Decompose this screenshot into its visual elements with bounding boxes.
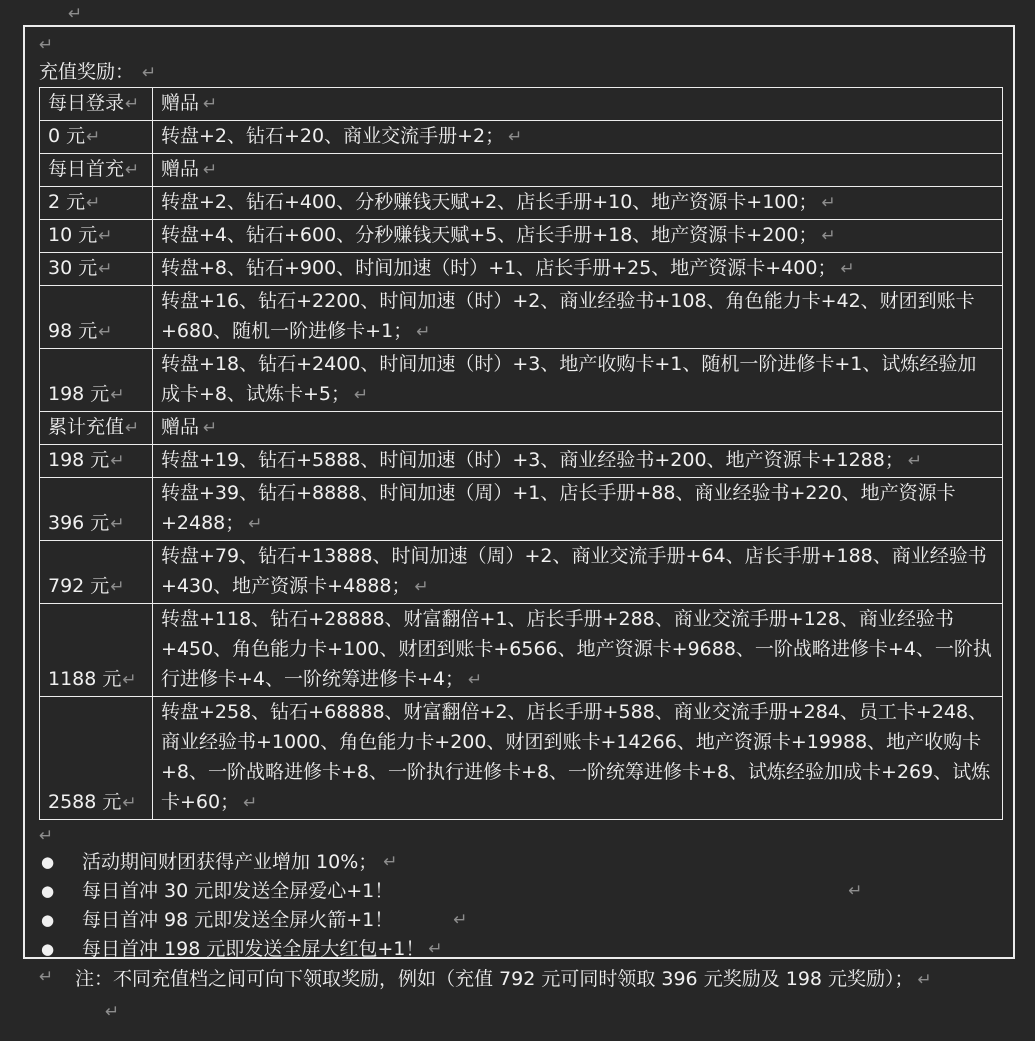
table-row-header (40, 412, 1003, 445)
paragraph-mark-icon: ↵ (122, 670, 137, 690)
tier-label: 每日首充 (48, 158, 125, 180)
note-text: 注：不同充值档之间可向下领取奖励，例如（充值 792 元可同时领取 396 元奖励及 198 元奖励）； (75, 968, 914, 990)
table-row (40, 220, 1003, 253)
tier-label-cell (40, 187, 153, 220)
tier-label: 30 元 (48, 257, 98, 279)
reward-text: 转盘+118、钻石+28888、财富翻倍+1、店长手册+288、商业交流手册+128、商业经验书+450、角色能力卡+100、财团到账卡+6566、地产资源卡+9688、一阶战略进修卡+4、一阶执行进修卡+4、一阶统筹进修卡+4； (161, 608, 992, 690)
paragraph-mark-icon: ↵ (203, 94, 218, 114)
paragraph-mark-icon: ↵ (110, 451, 125, 471)
paragraph-mark-icon: ↵ (125, 94, 140, 114)
table-row-header (40, 154, 1003, 187)
paragraph-mark-icon: ↵ (68, 4, 83, 24)
paragraph-mark-icon: ↵ (203, 160, 218, 180)
bullet-text: 每日首冲 198 元即发送全屏大红包+1！ (82, 938, 425, 960)
paragraph-mark-icon: ↵ (907, 451, 923, 471)
paragraph-mark-icon: ↵ (414, 577, 429, 597)
reward-text: 转盘+4、钻石+600、分秒赚钱天赋+5、店长手册+18、地产资源卡+200； (161, 224, 818, 246)
paragraph-mark-icon: ↵ (110, 514, 125, 534)
reward-content-cell (153, 286, 1003, 349)
tier-label-cell (40, 604, 153, 697)
reward-text: 赠品 (161, 92, 200, 114)
reward-content-cell (153, 445, 1003, 478)
bullet-text: 活动期间财团获得产业增加 10%； (82, 851, 378, 873)
tier-label: 1188 元 (48, 668, 122, 690)
paragraph-mark-icon: ↵ (122, 793, 137, 813)
note-paragraph (0, 960, 1035, 999)
paragraph-mark-icon: ↵ (354, 385, 369, 405)
tier-label-cell (40, 349, 153, 412)
section-title-line (39, 57, 1005, 87)
paragraph-mark-icon: ↵ (86, 193, 101, 213)
reward-content-cell (153, 349, 1003, 412)
reward-text: 转盘+79、钻石+13888、时间加速（周）+2、商业交流手册+64、店长手册+188、商业经验书+430、地产资源卡+4888； (161, 545, 987, 597)
paragraph-mark-icon: ↵ (917, 970, 932, 990)
paragraph-mark-icon: ↵ (98, 259, 113, 279)
paragraph-mark-icon: ↵ (125, 418, 140, 438)
paragraph-mark-icon: ↵ (821, 226, 836, 246)
tier-label: 0 元 (48, 125, 86, 147)
tier-label-cell (40, 286, 153, 349)
bottom-paragraph-mark-line (0, 1001, 1035, 1021)
list-item (39, 848, 1005, 877)
reward-content-cell (153, 187, 1003, 220)
list-item (39, 877, 1005, 906)
rewards-table (39, 87, 1003, 820)
table-row (40, 349, 1003, 412)
table-row (40, 478, 1003, 541)
reward-text: 赠品 (161, 158, 200, 180)
tier-label: 198 元 (48, 383, 110, 405)
tier-label-cell (40, 154, 153, 187)
table-row (40, 697, 1003, 820)
paragraph-mark-icon: ↵ (110, 385, 125, 405)
reward-content-cell (153, 412, 1003, 445)
tier-label-cell (40, 697, 153, 820)
paragraph-mark-icon: ↵ (203, 418, 218, 438)
reward-text: 转盘+2、钻石+20、商业交流手册+2； (161, 125, 505, 147)
reward-content-cell (153, 604, 1003, 697)
tier-label: 2 元 (48, 191, 86, 213)
tier-label: 累计充值 (48, 416, 125, 438)
paragraph-mark-icon: ↵ (848, 881, 863, 901)
table-row-header (40, 88, 1003, 121)
reward-content-cell (153, 154, 1003, 187)
bullet-icon: ● (41, 853, 55, 871)
reward-text: 赠品 (161, 416, 200, 438)
tier-label-cell (40, 478, 153, 541)
reward-content-cell (153, 253, 1003, 286)
table-row (40, 253, 1003, 286)
paragraph-mark-icon: ↵ (508, 127, 523, 147)
paragraph-mark-icon: ↵ (98, 322, 113, 342)
paragraph-mark-icon: ↵ (142, 63, 157, 83)
paragraph-mark-icon: ↵ (243, 793, 258, 813)
tier-label-cell (40, 253, 153, 286)
bullet-text: 每日首冲 30 元即发送全屏爱心+1！ (82, 880, 394, 902)
reward-content-cell (153, 478, 1003, 541)
reward-text: 转盘+19、钻石+5888、时间加速（时）+3、商业经验书+200、地产资源卡+1288； (161, 449, 904, 471)
tier-label-cell (40, 88, 153, 121)
tier-label: 396 元 (48, 512, 110, 534)
reward-content-cell (153, 220, 1003, 253)
paragraph-mark-icon: ↵ (248, 514, 263, 534)
paragraph-mark-icon: ↵ (39, 967, 54, 987)
tier-label-cell (40, 121, 153, 154)
empty-paragraph (39, 822, 1005, 848)
empty-paragraph (39, 31, 1005, 57)
reward-text: 转盘+16、钻石+2200、时间加速（时）+2、商业经验书+108、角色能力卡+42、财团到账卡+680、随机一阶进修卡+1； (161, 290, 975, 342)
bullet-icon: ● (41, 940, 55, 958)
reward-content-cell (153, 88, 1003, 121)
table-row (40, 286, 1003, 349)
paragraph-mark-icon: ↵ (453, 910, 468, 930)
tier-label: 98 元 (48, 320, 98, 342)
paragraph-mark-icon: ↵ (383, 852, 398, 872)
top-paragraph-mark-line (0, 0, 1035, 25)
bullet-icon: ● (41, 882, 55, 900)
reward-text: 转盘+39、钻石+8888、时间加速（周）+1、店长手册+88、商业经验书+220、地产资源卡+2488； (161, 482, 956, 534)
bullet-list (39, 848, 1005, 964)
page-title: 充值奖励： (39, 61, 135, 83)
tier-label-cell (40, 445, 153, 478)
table-row (40, 187, 1003, 220)
paragraph-mark-icon: ↵ (39, 826, 54, 846)
paragraph-mark-icon: ↵ (416, 322, 431, 342)
paragraph-mark-icon: ↵ (86, 127, 101, 147)
reward-content-cell (153, 121, 1003, 154)
tier-label-cell (40, 412, 153, 445)
table-row (40, 445, 1003, 478)
paragraph-mark-icon: ↵ (840, 259, 855, 279)
reward-text: 转盘+258、钻石+68888、财富翻倍+2、店长手册+588、商业交流手册+284、员工卡+248、商业经验书+1000、角色能力卡+200、财团到账卡+14266、地产资源卡+19988、地产收购卡+8、一阶战略进修卡+8、一阶执行进修卡+8、一阶统筹进修卡+8、试炼经验加成卡+269、试炼卡+60； (161, 701, 991, 813)
bullet-icon: ● (41, 911, 55, 929)
reward-content-cell (153, 541, 1003, 604)
paragraph-mark-icon: ↵ (125, 160, 140, 180)
tier-label-cell (40, 220, 153, 253)
tier-label: 198 元 (48, 449, 110, 471)
reward-text: 转盘+18、钻石+2400、时间加速（时）+3、地产收购卡+1、随机一阶进修卡+1、试炼经验加成卡+8、试炼卡+5； (161, 353, 977, 405)
bullet-text: 每日首冲 98 元即发送全屏火箭+1！ (82, 909, 394, 931)
paragraph-mark-icon: ↵ (110, 577, 125, 597)
paragraph-mark-icon: ↵ (105, 1002, 120, 1022)
table-row (40, 604, 1003, 697)
tier-label: 每日登录 (48, 92, 125, 114)
tier-label: 2588 元 (48, 791, 122, 813)
reward-text: 转盘+8、钻石+900、时间加速（时）+1、店长手册+25、地产资源卡+400； (161, 257, 837, 279)
paragraph-mark-icon: ↵ (98, 226, 113, 246)
paragraph-mark-icon: ↵ (428, 939, 443, 959)
tier-label: 10 元 (48, 224, 98, 246)
tier-label-cell (40, 541, 153, 604)
paragraph-mark-icon: ↵ (468, 670, 483, 690)
reward-content-cell (153, 697, 1003, 820)
table-row (40, 541, 1003, 604)
tier-label: 792 元 (48, 575, 110, 597)
paragraph-mark-icon: ↵ (39, 35, 54, 55)
table-row (40, 121, 1003, 154)
list-item (39, 906, 1005, 935)
paragraph-mark-icon: ↵ (821, 193, 836, 213)
reward-text: 转盘+2、钻石+400、分秒赚钱天赋+2、店长手册+10、地产资源卡+100； (161, 191, 818, 213)
